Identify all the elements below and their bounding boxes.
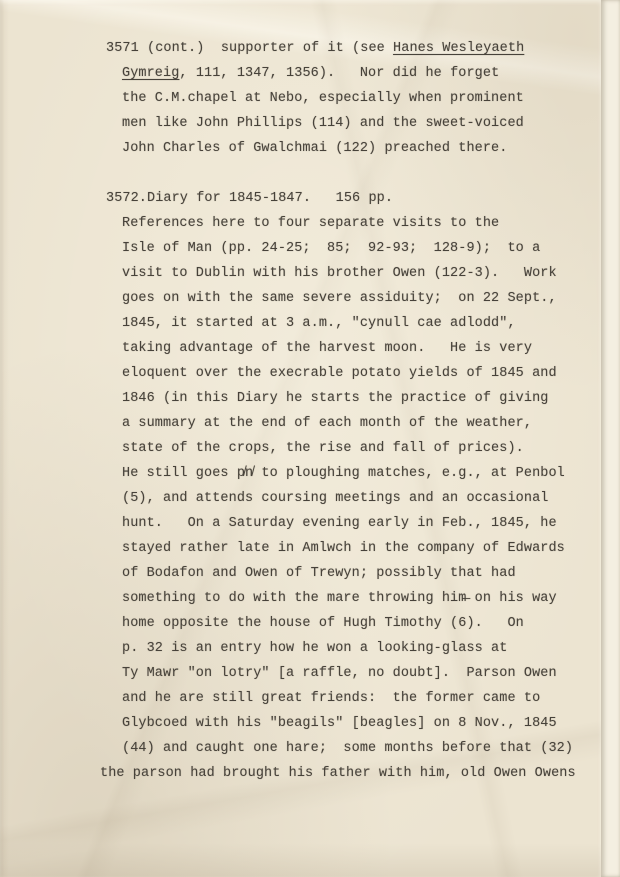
text-segment: the C.M.chapel at Nebo, especially when prominent (122, 91, 524, 106)
typewritten-line (0, 636, 601, 661)
typewritten-line (0, 361, 601, 386)
typewritten-line (0, 336, 601, 361)
paper-edge-band (601, 0, 620, 877)
typewritten-line (0, 36, 601, 61)
underlined-title-segment: Gymreig (122, 66, 180, 81)
text-segment: (5), and attends coursing meetings and an occasional (122, 491, 549, 506)
typewritten-line (0, 211, 601, 236)
typewritten-line (0, 436, 601, 461)
typewritten-line (0, 461, 601, 486)
text-segment: 3572.Diary for 1845-1847. 156 pp. (106, 191, 394, 206)
text-segment: men like John Phillips (114) and the sweet-voiced (122, 116, 524, 131)
catalog-entry-3572 (0, 186, 601, 786)
typewritten-line (0, 136, 601, 161)
typewritten-line (0, 586, 601, 611)
text-segment: References here to four separate visits to the (122, 216, 500, 231)
typewritten-line (0, 486, 601, 511)
text-segment: (44) and caught one hare; some months before that (32) (122, 741, 574, 756)
typewritten-line (0, 561, 601, 586)
typewritten-line (0, 686, 601, 711)
text-segment: Ty Mawr "on lotry" [a raffle, no doubt]. Parson Owen (122, 666, 557, 681)
typewritten-line (0, 186, 601, 211)
text-segment: state of the crops, the rise and fall of prices). (122, 441, 524, 456)
typewritten-line (0, 261, 601, 286)
text-segment: p. 32 is an entry how he won a looking-glass at (122, 641, 508, 656)
typewritten-line (0, 286, 601, 311)
text-segment: 1845, it started at 3 a.m., "cynull cae adlodd", (122, 316, 516, 331)
typewritten-line (0, 411, 601, 436)
typewritten-line (0, 611, 601, 636)
typewritten-line (0, 386, 601, 411)
typewritten-line (0, 236, 601, 261)
text-segment: John Charles of Gwalchmai (122) preached there. (122, 141, 508, 156)
typewritten-line (0, 736, 601, 761)
text-segment: eloquent over the execrable potato yields of 1845 and (122, 366, 557, 381)
text-segment: 3571 (cont.) supporter of it (see (106, 41, 394, 56)
text-segment: taking advantage of the harvest moon. He is very (122, 341, 533, 356)
text-segment: , 111, 1347, 1356). Nor did he forget (179, 66, 500, 81)
typewritten-line (0, 311, 601, 336)
typewritten-line (0, 761, 601, 786)
text-segment: the parson had brought his father with him, old Owen Owens (100, 766, 576, 781)
typewritten-line (0, 61, 601, 86)
text-segment: visit to Dublin with his brother Owen (122-3). Work (122, 266, 557, 281)
text-segment: stayed rather late in Amlwch in the company of Edwards (122, 541, 565, 556)
text-segment: of Bodafon and Owen of Trewyn; possibly that had (122, 566, 516, 581)
text-segment: hunt. On a Saturday evening early in Feb., 1845, he (122, 516, 557, 531)
underlined-title-segment: Hanes Wesleyaeth (393, 41, 525, 56)
text-segment: goes on with the same severe assiduity; on 22 Sept., (122, 291, 557, 306)
text-segment: a summary at the end of each month of the weather, (122, 416, 533, 431)
text-segment: something to do with the mare throwing him̶ on his way (122, 591, 557, 606)
typewritten-line (0, 511, 601, 536)
text-segment: Glybcoed with his "beagils" [beagles] on 8 Nov., 1845 (122, 716, 557, 731)
typewritten-line (0, 661, 601, 686)
typewritten-line (0, 86, 601, 111)
text-segment: 1846 (in this Diary he starts the practice of giving (122, 391, 549, 406)
text-segment: and he are still great friends: the former came to (122, 691, 541, 706)
catalog-entry-3571 (0, 36, 601, 161)
text-segment: Isle of Man (pp. 24-25; 85; 92-93; 128-9); to a (122, 241, 541, 256)
typewritten-line (0, 111, 601, 136)
typewritten-line (0, 711, 601, 736)
text-segment: home opposite the house of Hugh Timothy (6). On (122, 616, 524, 631)
text-segment: He still goes p̸n̸ to ploughing matches, e.g., at Penbol (122, 466, 565, 481)
typewritten-line (0, 536, 601, 561)
